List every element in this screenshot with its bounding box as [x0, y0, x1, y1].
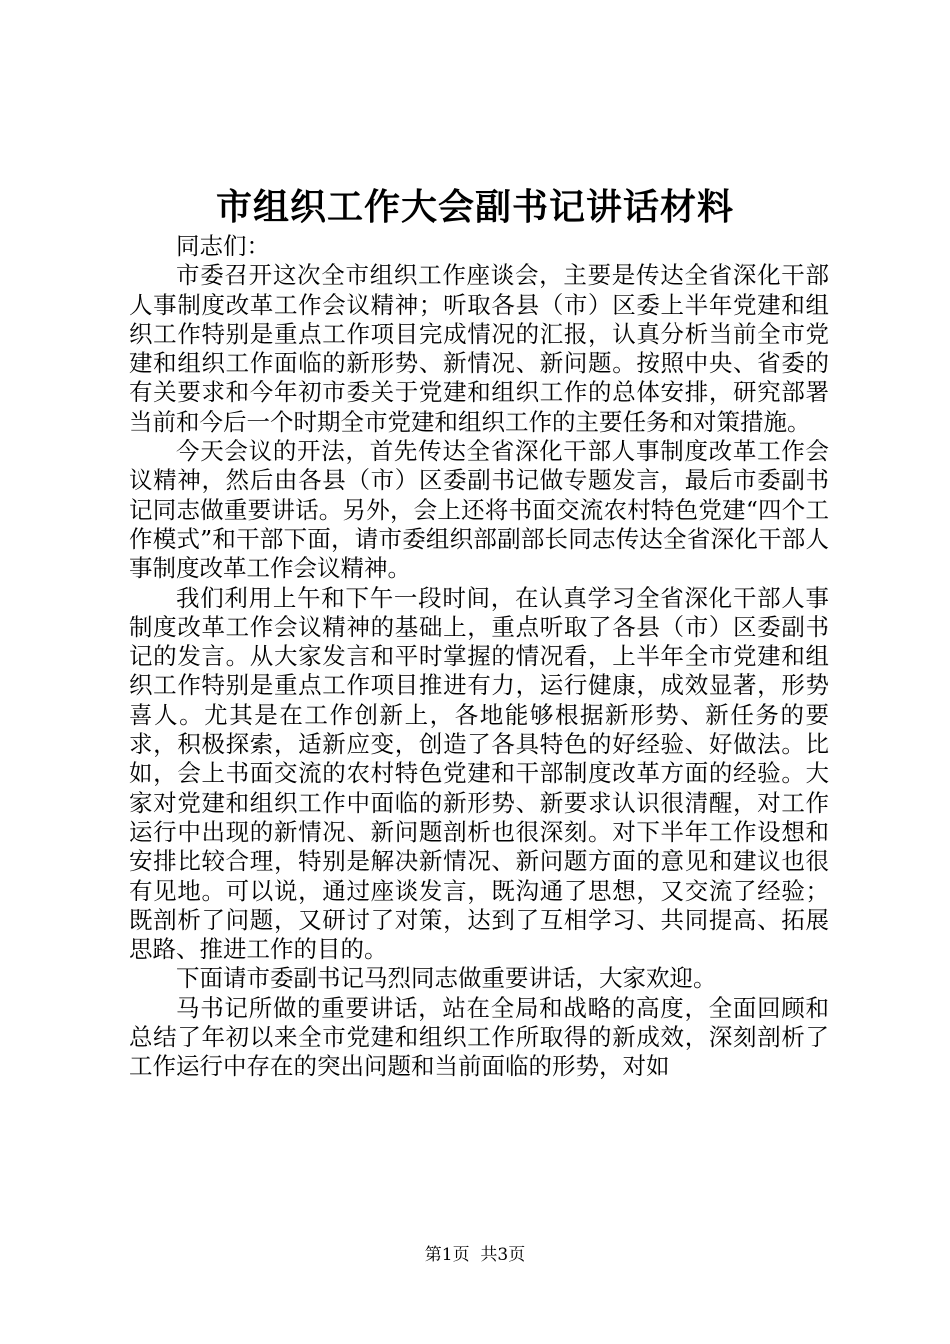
paragraph: 同志们： [176, 232, 270, 260]
paragraph: 我们利用上午和下午一段时间，在认真学习全省深化干部人事制度改革工作会议精神的基础上，重点听取了各县（市）区委副书记的发言。从大家发言和平时掌握的情况看，上半年全市党建和组织工作特别是重点工作项目推进有力，运行健康，成效显著，形势喜人。尤其是在工作创新上，各地能够根据新形势、新任务的要求，积极探索，适新应变，创造了各具特色的好经验、好做法。比如，会上书面交流的农村特色党建和干部制度改革方面的经验。大家对党建和组织工作中面临的新形势、新要求认识很清醒，对工作运行中出现的新情况、新问题剖析也很深刻。对下半年工作设想和安排比较合理，特别是解决新情况、新问题方面的意见和建议也很有见地。可以说，通过座谈发言，既沟通了思想，又交流了经验；既剖析了问题，又研讨了对策，达到了互相学习、共同提高、拓展思路、推进工作的目的。 [129, 583, 829, 964]
paragraph: 马书记所做的重要讲话，站在全局和战略的高度，全面回顾和总结了年初以来全市党建和组织工作所取得的新成效，深刻剖析了工作运行中存在的突出问题和当前面临的形势，对如 [129, 993, 829, 1081]
paragraph: 下面请市委副书记马烈同志做重要讲话，大家欢迎。 [176, 964, 717, 993]
document-body [129, 232, 829, 1082]
page-footer [0, 1243, 950, 1267]
paragraph: 今天会议的开法，首先传达全省深化干部人事制度改革工作会议精神，然后由各县（市）区委副书记做专题发言，最后市委副书记同志做重要讲话。另外，会上还将书面交流农村特色党建“四个工作模式”和干部下面，请市委组织部副部长同志传达全省深化干部人事制度改革工作会议精神。 [129, 437, 829, 583]
page-total: 共3页 [480, 1245, 526, 1265]
document-title: 市组织工作大会副书记讲话材料 [215, 186, 734, 228]
page-number: 第1页 [424, 1245, 470, 1265]
paragraph: 市委召开这次全市组织工作座谈会，主要是传达全省深化干部人事制度改革工作会议精神；听取各县（市）区委上半年党建和组织工作特别是重点工作项目完成情况的汇报，认真分析当前全市党建和组织工作面临的新形势、新情况、新问题。按照中央、省委的有关要求和今年初市委关于党建和组织工作的总体安排，研究部署当前和今后一个时期全市党建和组织工作的主要任务和对策措施。 [129, 261, 829, 436]
